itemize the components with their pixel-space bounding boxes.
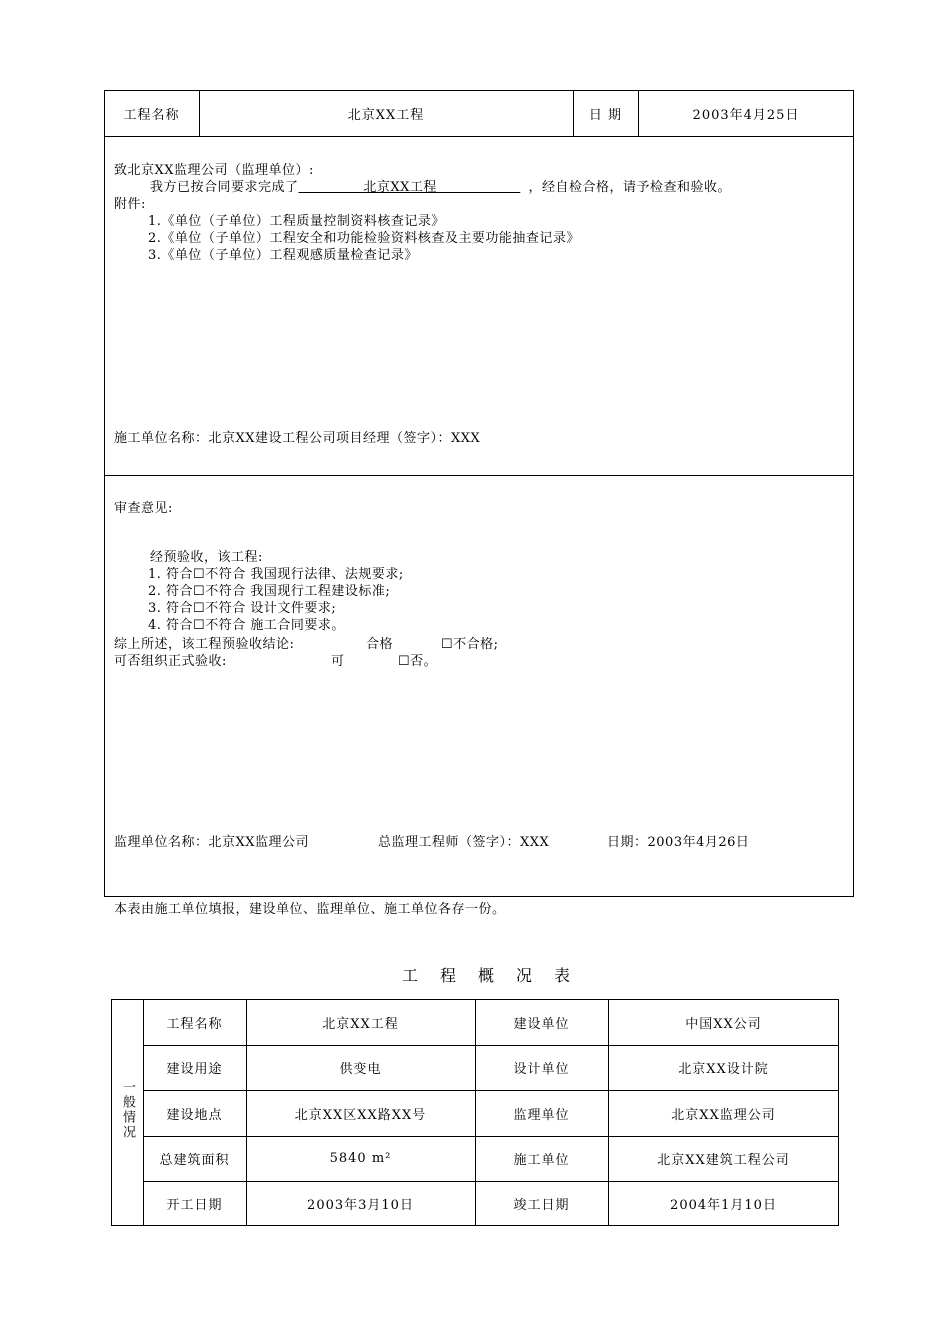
overview-label-end-date: 竣工日期	[513, 1198, 570, 1213]
overview-value-location: 北京XX区XX路XX号	[294, 1107, 427, 1123]
overview-label-supervisor: 监理单位	[513, 1107, 570, 1123]
overview-value-end-date: 2004年1月10日	[670, 1198, 777, 1213]
overview-value-area: 5840 m²	[329, 1151, 392, 1166]
overview-label-location: 建设地点	[166, 1107, 223, 1123]
review-intro: 经预验收，该工程:	[150, 550, 263, 565]
overview-value-builder: 北京XX建筑工程公司	[657, 1153, 790, 1168]
attachment-item-2: 2.《单位（子单位）工程安全和功能检验资料核查及主要功能抽查记录》	[148, 231, 580, 246]
contractor-signature-line: 施工单位名称：北京XX建设工程公司项目经理（签字）：XXX	[114, 431, 481, 446]
overview-value-owner: 中国XX公司	[685, 1016, 762, 1032]
header-row-divider	[104, 136, 854, 137]
section-label-general: 一般情况	[120, 1080, 135, 1140]
review-item-4: 4. 符合☐不符合 施工合同要求。	[148, 618, 345, 633]
date-value: 2003年4月25日	[692, 107, 800, 123]
review-item-1: 1. 符合☐不符合 我国现行法律、法规要求;	[148, 567, 404, 582]
overview-label-owner: 建设单位	[513, 1016, 570, 1032]
form-footnote: 本表由施工单位填报，建设单位、监理单位、施工单位各存一份。	[114, 902, 506, 917]
supervisor-unit: 监理单位名称：北京XX监理公司	[114, 835, 310, 850]
formal-acceptance-no: ☐否。	[398, 654, 438, 669]
formal-acceptance-label: 可否组织正式验收:	[114, 654, 227, 669]
overview-label-designer: 设计单位	[513, 1062, 570, 1077]
overview-label-purpose: 建设用途	[166, 1062, 223, 1077]
attachment-item-3: 3.《单位（子单位）工程观感质量检查记录》	[148, 248, 418, 263]
overview-value-purpose: 供变电	[339, 1062, 382, 1077]
overview-value-start-date: 2003年3月10日	[307, 1198, 414, 1213]
acceptance-form	[104, 90, 854, 897]
conclusion-pass: 合格	[366, 637, 394, 652]
overview-label-builder: 施工单位	[513, 1153, 570, 1168]
completion-project-name: 北京XX工程	[363, 180, 437, 195]
chief-engineer-signature: 总监理工程师（签字）：XXX	[378, 835, 550, 850]
review-item-3: 3. 符合☐不符合 设计文件要求;	[148, 601, 337, 616]
completion-suffix: ，经自检合格，请予检查和验收。	[528, 180, 732, 195]
formal-acceptance-yes: 可	[331, 654, 345, 669]
project-name-label: 工程名称	[123, 107, 180, 123]
overview-label-project-name: 工程名称	[166, 1016, 223, 1032]
review-date: 日期：2003年4月26日	[607, 835, 750, 850]
addressee-line: 致北京XX监理公司（监理单位）:	[114, 163, 314, 178]
conclusion-label: 综上所述，该工程预验收结论:	[114, 637, 295, 652]
review-label: 审查意见:	[114, 501, 173, 516]
overview-value-designer: 北京XX设计院	[678, 1062, 769, 1077]
completion-prefix: 我方已按合同要求完成了	[150, 180, 299, 195]
overview-label-area: 总建筑面积	[159, 1153, 230, 1168]
overview-label-start-date: 开工日期	[166, 1198, 223, 1213]
date-label: 日 期	[588, 107, 623, 123]
completion-statement	[150, 179, 731, 196]
overview-title: 工程概况表	[402, 966, 593, 985]
conclusion-fail: ☐不合格;	[441, 637, 499, 652]
attachment-item-1: 1.《单位（子单位）工程质量控制资料核查记录》	[148, 214, 445, 229]
overview-value-project-name: 北京XX工程	[322, 1016, 399, 1032]
review-item-2: 2. 符合☐不符合 我国现行工程建设标准;	[148, 584, 391, 599]
completion-project	[299, 179, 529, 196]
attachments-label: 附件:	[114, 197, 146, 212]
section-divider	[104, 475, 854, 476]
project-name-value: 北京XX工程	[347, 107, 425, 123]
overview-value-supervisor: 北京XX监理公司	[671, 1107, 776, 1123]
